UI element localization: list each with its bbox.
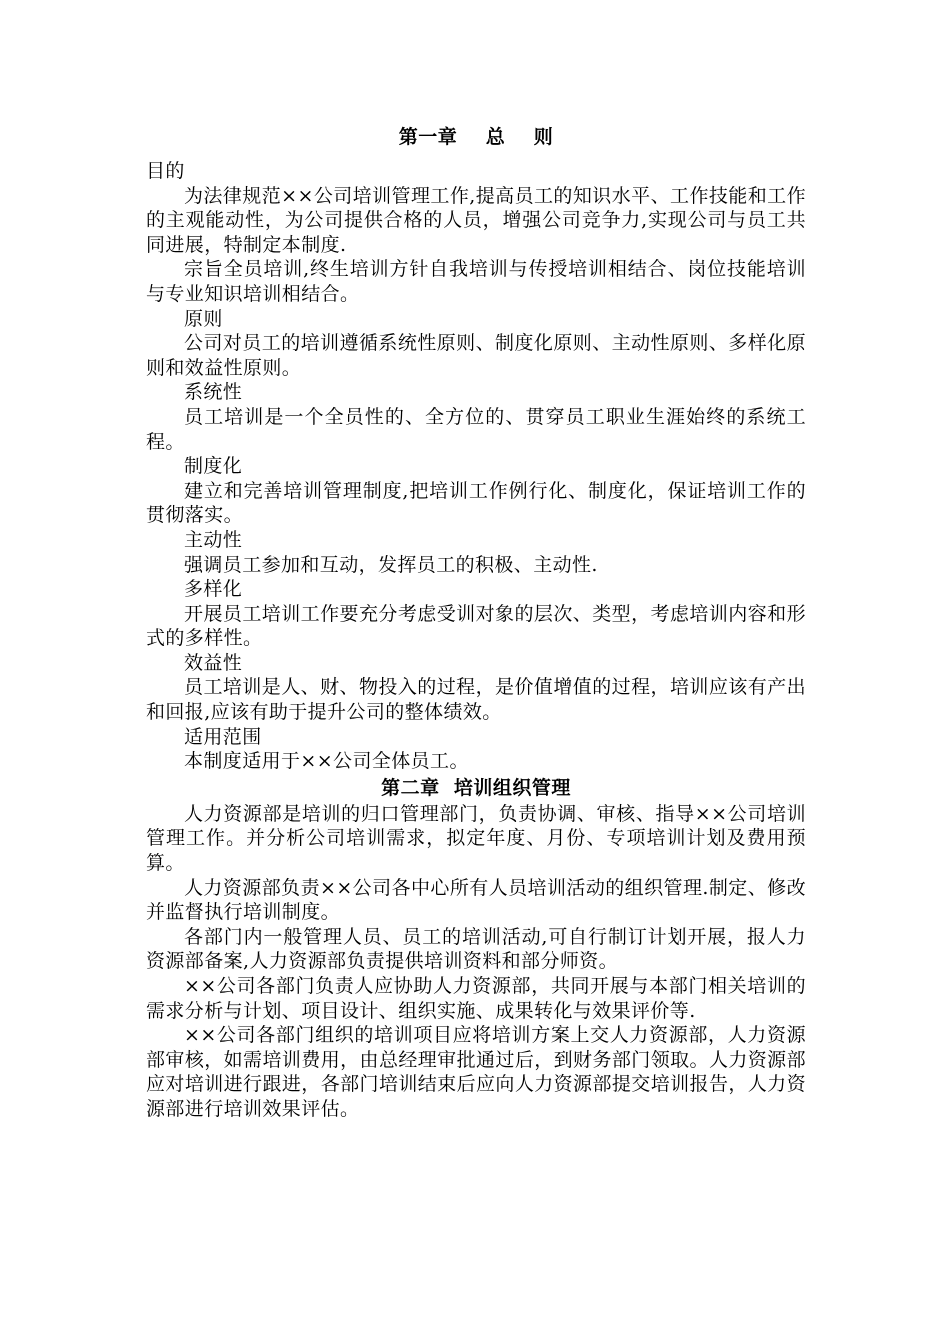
dept-head-paragraph: ××公司各部门负责人应协助人力资源部，共同开展与本部门相关培训的需求分析与计划、项目设计、组织实施、成果转化与效果评价等.: [146, 975, 806, 1022]
hr-organize-paragraph: 人力资源部负责××公司各中心所有人员培训活动的组织管理.制定、修改并监督执行培训制度。: [146, 876, 806, 924]
chapter-2-title: 第二章 培训组织管理: [381, 776, 571, 799]
diversity-heading: 多样化: [184, 578, 243, 601]
scope-heading: 适用范围: [184, 725, 262, 748]
scope-paragraph: 本制度适用于××公司全体员工。: [184, 750, 469, 773]
initiative-paragraph: 强调员工参加和互动，发挥员工的积极、主动性.: [184, 553, 598, 576]
systematic-paragraph: 员工培训是一个全员性的、全方位的、贯穿员工职业生涯始终的系统工程。: [146, 405, 806, 453]
purpose-paragraph: 为法律规范××公司培训管理工作,提高员工的知识水平、工作技能和工作的主观能动性，为公司提供合格的人员，增强公司竞争力,实现公司与员工共同进展，特制定本制度.: [146, 184, 806, 256]
diversity-paragraph: 开展员工培训工作要充分考虑受训对象的层次、类型，考虑培训内容和形式的多样性。: [146, 602, 806, 650]
systematic-heading: 系统性: [184, 381, 243, 404]
tenet-paragraph: 宗旨全员培训,终生培训方针自我培训与传授培训相结合、岗位技能培训与专业知识培训相结合。: [146, 258, 806, 305]
institutional-paragraph: 建立和完善培训管理制度,把培训工作例行化、制度化，保证培训工作的贯彻落实。: [146, 479, 806, 527]
principle-heading: 原则: [184, 307, 223, 330]
initiative-heading: 主动性: [184, 528, 243, 551]
benefit-heading: 效益性: [184, 651, 243, 674]
chapter-2-body: [146, 802, 806, 1122]
dept-project-paragraph: ××公司各部门组织的培训项目应将培训方案上交人力资源部，人力资源部审核，如需培训费用，由总经理审批通过后，到财务部门领取。人力资源部应对培训进行跟进，各部门培训结束后应向人力资源部提交培训报告，人力资源部进行培训效果评估。: [146, 1024, 806, 1120]
dept-self-paragraph: 各部门内一般管理人员、员工的培训活动,可自行制订计划开展，报人力资源部备案,人力资源部负责提供培训资料和部分师资。: [146, 925, 806, 973]
document-page: [146, 118, 806, 1122]
principle-paragraph: 公司对员工的培训遵循系统性原则、制度化原则、主动性原则、多样化原则和效益性原则。: [146, 332, 806, 379]
hr-role-paragraph: 人力资源部是培训的归口管理部门，负责协调、审核、指导××公司培训管理工作。并分析公司培训需求，拟定年度、月份、专项培训计划及费用预算。: [146, 802, 806, 875]
institutional-heading: 制度化: [184, 455, 243, 478]
benefit-paragraph: 员工培训是人、财、物投入的过程，是价值增值的过程，培训应该有产出和回报,应该有助于提升公司的整体绩效。: [146, 676, 806, 724]
purpose-heading: 目的: [146, 160, 185, 182]
chapter-1-body: [146, 159, 806, 774]
chapter-1-title: 第一章 总 则: [398, 126, 554, 148]
